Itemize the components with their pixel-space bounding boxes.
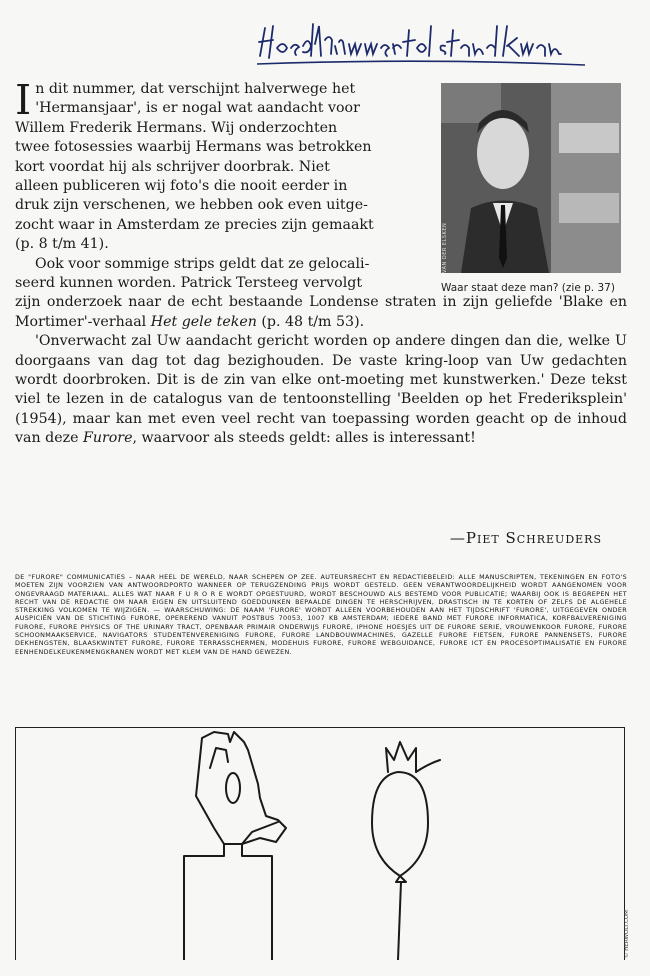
article-body <box>15 76 627 449</box>
handwritten-title <box>255 18 595 68</box>
paragraph-3-text-end: , waarvoor als steeds geldt: alles is interessant! <box>132 430 476 447</box>
paragraph-3 <box>15 332 627 448</box>
paragraph-1-line: 'Hermansjaar', is er nogal wat aandacht voor <box>35 100 360 117</box>
paragraph-2-text-end: (p. 48 t/m 53). <box>256 313 365 330</box>
author-signature: —Piet Schreuders <box>449 529 602 547</box>
paragraph-1-line: kort voordat hij als schrijver doorbrak. Niet <box>15 158 330 175</box>
paragraph-1-line: twee fotosessies waarbij Hermans was betrokken <box>15 139 372 156</box>
paragraph-2-text: zijn onderzoek naar de echt bestaande Londense straten in zijn geliefde 'Blake en Mortimer'-verhaal <box>15 294 627 330</box>
paragraph-1-line: zocht waar in Amsterdam ze precies zijn gemaakt <box>15 216 374 233</box>
book-title: Het gele teken <box>150 313 257 330</box>
drawing-credit: © HERWOLT.COM <box>624 910 630 958</box>
cartoon-drawing <box>15 727 625 960</box>
cartoon-figures <box>16 728 624 960</box>
paragraph-1-line: Willem Frederik Hermans. Wij onderzochten <box>15 119 338 136</box>
paragraph-1-line: druk zijn verschenen, we hebben ook even uitge- <box>15 197 368 214</box>
paragraph-3-text: 'Onverwacht zal Uw aandacht gericht worden op andere dingen dan die, welke U doorgaans van dag tot dag bezighouden. De vaste kring-loop van Uw gedachten wordt doorbroken. Dit is de zin van elke ont-moeting met kunstwerken.' Deze tekst viel te lezen in de catalogus van de tentoonstelling 'Beelden op het Frederiksplein' (1954), maar kan met even veel recht van toepassing worden geacht op de inhoud van deze <box>15 333 627 447</box>
photo-caption: Waar staat deze man? (zie p. 37) <box>441 282 615 294</box>
dropcap: I <box>15 76 32 124</box>
paragraph-1 <box>15 76 428 255</box>
paragraph-2-rest <box>15 293 627 332</box>
paragraph-1-line: (p. 8 t/m 41). <box>15 236 109 253</box>
handwriting-scribble <box>255 18 595 68</box>
photo-credit: VAN DER ELSKEN <box>442 222 448 273</box>
paragraph-2-line: seerd kunnen worden. Patrick Tersteeg vervolgt <box>15 274 363 291</box>
paragraph-1-line: alleen publiceren wij foto's die nooit eerder in <box>15 177 348 194</box>
paragraph-1-line: n dit nummer, dat verschijnt halverwege het <box>35 81 356 97</box>
paragraph-2-line: Ook voor sommige strips geldt dat ze gelocali- <box>35 255 370 272</box>
colophon: DE "FURORE" COMMUNICATIES – NAAR HEEL DE WERELD, NAAR SCHEPEN OP ZEE. AUTEURSRECHT EN REDACTIEBELEID: ALLE MANUSCRIPTEN, TEKENINGEN EN FOTO'S MOETEN ZIJN VOORZIEN VAN ANTWOORDPORTO WANNEER OP TERUGZENDING PRIJS WORDT GESTELD. GEEN VERANTWOORDELIJKHEID WORDT AANGENOMEN VOOR ONGEVRAAGD MATERIAAL. ALLES WAT NAAR F U R O R E WORDT OPGESTUURD, WORDT BESCHOUWD ALS BESTEMD VOOR PUBLICATIE; WAARBIJ OOK IS BEGREPEN HET RECHT VAN DE REDACTIE OM NAAR EIGEN EN UITSLUITEND GOEDDUNKEN BEPAALDE DINGEN TE HERSCHRIJVEN, DRASTISCH IN TE KORTEN OF ZELFS DE ALGEHELE STREKKING VOLKOMEN TE WIJZIGEN. — WAARSCHUWING: DE NAAM 'FURORE' WORDT ALLEEN VOORBEHOUDEN AAN HET TIJDSCHRIFT 'FURORE', UITGEGEVEN ONDER AUSPICIËN VAN DE STICHTING FURORE, OPEREREND VANUIT POSTBUS 70053, 1007 KB AMSTERDAM; IEDERE BAND MET FURORE INFORMATICA, KORFBALVERENIGING FURORE, FURORE PHYSICS OF THE URINARY TRACT, OPENBAAR PRIMAIR ONDERWIJS FURORE, IPHONE HOESJES UIT DE FURORE SERIE, VROUWENKOOR FURORE, FURORE SCHOONMAAKSERVICE, NAVIGATORS STUDENTENVERENIGING FURORE, FURORE LANDBOUWMACHINES, GAZELLE FURORE FIETSEN, FURORE PANNENSETS, FURORE DEKHENGSTEN, BLAASKWINTET FURORE, FURORE TERRASSCHERMEN, MODEHUIS FURORE, FURORE WEBGUIDANCE, FURORE ICT EN PROCESOPTIMALISATIE EN FURORE EENHENDELKEUKENMENGKRANEN WORDT MET KLEM VAN DE HAND GEWEZEN. <box>15 573 627 656</box>
paragraph-2-head <box>15 255 428 294</box>
magazine-name: Furore <box>82 430 133 447</box>
